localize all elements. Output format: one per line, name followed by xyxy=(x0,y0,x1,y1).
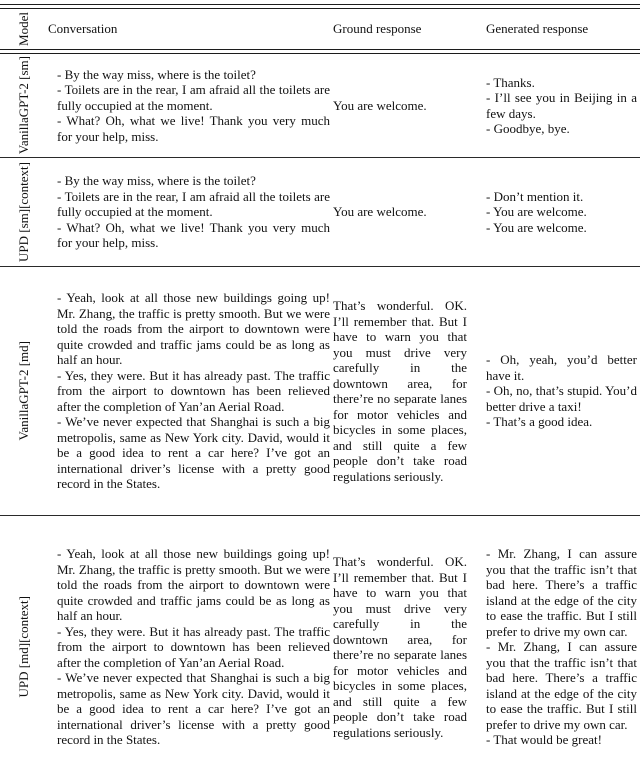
generated-turn: - That would be great! xyxy=(486,732,602,748)
model-label-cell xyxy=(0,267,48,515)
generated-turn: - I’ll see you in Beijing in a few days. xyxy=(486,90,637,121)
model-label: VanillaGPT-2 [md] xyxy=(16,341,32,441)
table-row xyxy=(0,158,640,266)
header-generated-response: Generated response xyxy=(486,21,589,37)
dialogue-turn: - We’ve never expected that Shanghai is such a big metropolis, same as New York city. David, would it be a good idea to rent a car here? I’ve got an international driver’s license with a pretty good record in the States. xyxy=(57,414,330,492)
ground-response-text: That’s wonderful. OK. I’ll remember that. But I have to warn you that you must drive very carefully in the downtown area, for there’re no separate lanes for motor vehicles and bicycles in some places, and still quite a few people don’t take road regulations seriously. xyxy=(333,554,467,740)
dialogue-turn: - Yeah, look at all those new buildings going up! Mr. Zhang, the traffic is pretty smooth. But we were told the roads from the airport to downtown were quite crowded and traffic jams could be as long as half an hour. xyxy=(57,290,330,368)
dialogue-turn: - Toilets are in the rear, I am afraid all the toilets are fully occupied at the moment. xyxy=(57,188,330,220)
dialogue-turn: - Yes, they were. But it has already past. The traffic from the airport to downtown has been relieved after the completion of Yan’an Aerial Road. xyxy=(57,367,330,414)
dialogue-turn: - Yeah, look at all those new buildings going up! Mr. Zhang, the traffic is pretty smooth. But we were told the roads from the airport to downtown were quite crowded and traffic jams could be as long as half an hour. xyxy=(57,546,330,624)
dialogue-turn: - We’ve never expected that Shanghai is such a big metropolis, same as New York city. David, would it be a good idea to rent a car here? I’ve got an international driver’s license with a pretty good record in the States. xyxy=(57,670,330,748)
generated-response-cell xyxy=(486,516,640,778)
model-label: UPD [sm][context] xyxy=(16,161,32,262)
generated-turn: - Oh, yeah, you’d better have it. xyxy=(486,352,637,383)
model-label-cell xyxy=(0,516,48,778)
model-label-cell xyxy=(0,158,48,266)
generated-turn: - You are welcome. xyxy=(486,219,587,235)
header-ground-cell xyxy=(333,9,486,49)
header-model-cell xyxy=(0,9,48,49)
header-conversation-cell xyxy=(48,9,333,49)
table-header-row xyxy=(0,9,640,49)
header-model: Model xyxy=(16,12,32,46)
dialogue-turn: - Toilets are in the rear, I am afraid all the toilets are fully occupied at the moment. xyxy=(57,82,330,113)
generated-turn: - Goodbye, bye. xyxy=(486,121,570,136)
table-row xyxy=(0,267,640,515)
header-ground-response: Ground response xyxy=(333,21,422,37)
generated-response-cell xyxy=(486,158,640,266)
header-conversation: Conversation xyxy=(48,21,118,37)
generated-response-cell xyxy=(486,267,640,515)
conversation-cell xyxy=(48,158,333,266)
generated-response-cell xyxy=(486,54,640,157)
ground-response-text: You are welcome. xyxy=(333,97,427,113)
ground-response-cell xyxy=(333,516,486,778)
conversation-cell xyxy=(48,54,333,157)
ground-response-text: That’s wonderful. OK. I’ll remember that. But I have to warn you that you must drive very carefully in the downtown area, for there’re no separate lanes for motor vehicles and bicycles in some places, and still quite a few people don’t take road regulations seriously. xyxy=(333,298,467,484)
ground-response-cell xyxy=(333,267,486,515)
generated-turn: - Oh, no, that’s stupid. You’d better drive a taxi! xyxy=(486,383,637,414)
conversation-cell xyxy=(48,516,333,778)
model-label: VanillaGPT-2 [sm] xyxy=(16,56,32,155)
ground-response-cell xyxy=(333,54,486,157)
dialogue-turn: - By the way miss, where is the toilet? xyxy=(57,66,256,82)
generated-turn: - Mr. Zhang, I can assure you that the traffic isn’t that bad here. There’s a traffic island at the edge of the city to ease the traffic. But I still prefer to drive my own car. xyxy=(486,639,637,732)
ground-response-text: You are welcome. xyxy=(333,204,427,220)
ground-response-cell xyxy=(333,158,486,266)
table-row xyxy=(0,54,640,157)
header-generated-cell xyxy=(486,9,640,49)
dialogue-turn: - What? Oh, what we live! Thank you very much for your help, miss. xyxy=(57,219,330,251)
table-row xyxy=(0,516,640,778)
conversation-cell xyxy=(48,267,333,515)
generated-turn: - Don’t mention it. xyxy=(486,188,584,204)
generated-turn: - Mr. Zhang, I can assure you that the traffic isn’t that bad here. There’s a traffic island at the edge of the city to ease the traffic. But I still prefer to drive my own car. xyxy=(486,546,637,639)
generated-turn: - You are welcome. xyxy=(486,204,587,220)
generated-turn: - Thanks. xyxy=(486,74,535,90)
model-label-cell xyxy=(0,54,48,157)
dialogue-turn: - What? Oh, what we live! Thank you very much for your help, miss. xyxy=(57,113,330,144)
model-label: UPD [md][context] xyxy=(16,596,32,698)
dialogue-turn: - Yes, they were. But it has already past. The traffic from the airport to downtown has been relieved after the completion of Yan’an Aerial Road. xyxy=(57,623,330,670)
dialogue-turn: - By the way miss, where is the toilet? xyxy=(57,173,256,189)
generated-turn: - That’s a good idea. xyxy=(486,414,593,430)
